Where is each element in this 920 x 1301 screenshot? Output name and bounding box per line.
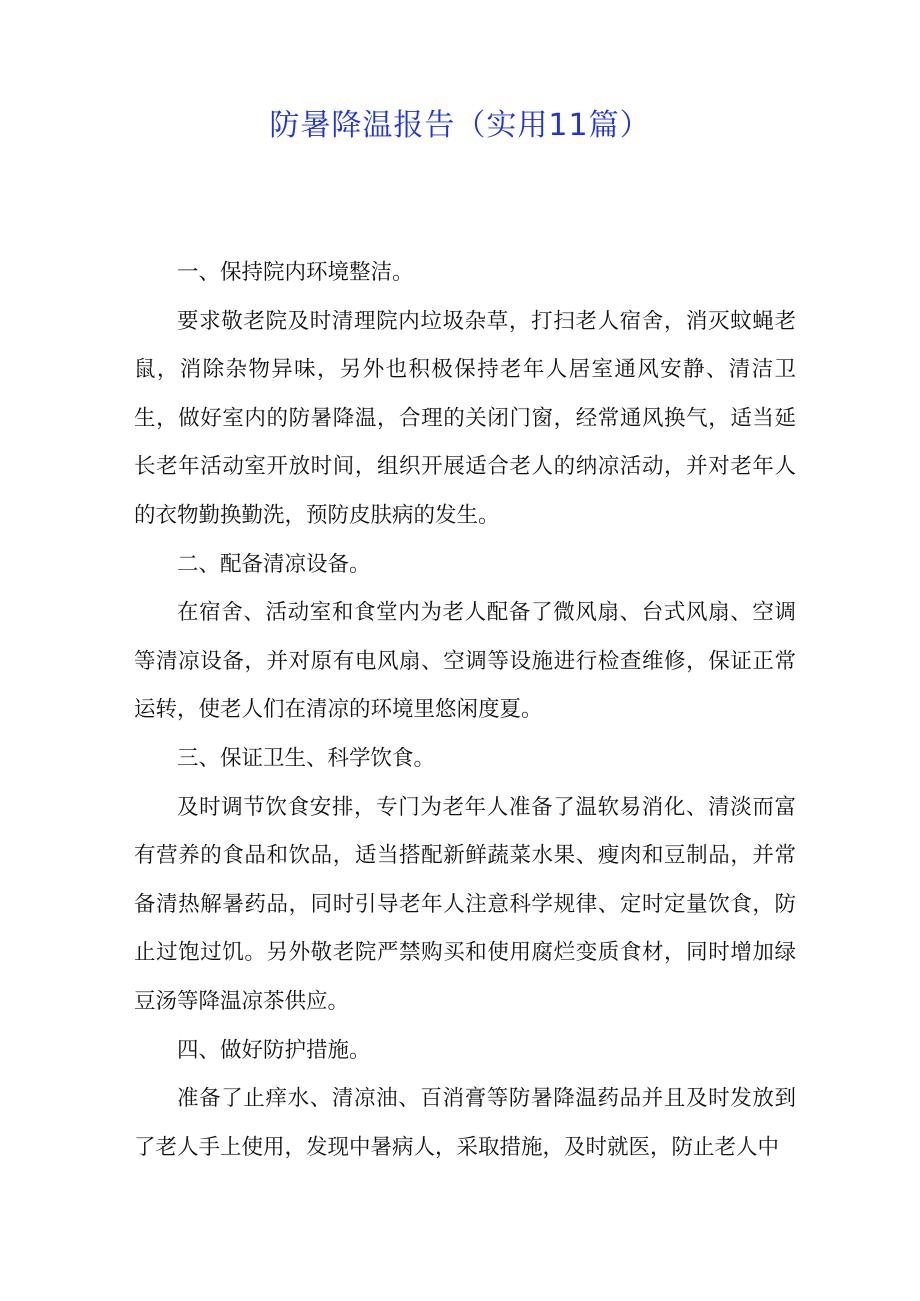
section-heading-2: 二、配备清凉设备。 (177, 551, 371, 577)
paragraph-1: 要求敬老院及时清理院内垃圾杂草，打扫老人宿舍，消灭蚊蝇老鼠，消除杂物异味，另外也积极保持老年人居室通风安静、清洁卫生，做好室内的防暑降温，合理的关闭门窗，经常通风换气，适当延长老年活动室开放时间，组织开展适合老人的纳凉活动，并对老年人的衣物勤换勤洗，预防皮肤病的发生。 (134, 308, 796, 528)
paragraph-4: 准备了止痒水、清凉油、百消膏等防暑降温药品并且及时发放到了老人手上使用，发现中暑病人，采取措施，及时就医，防止老人中 (134, 1086, 796, 1160)
section-heading-4: 四、做好防护措施。 (177, 1037, 371, 1063)
document-title: 防暑降温报告（实用11篇） (269, 108, 651, 143)
paragraph-3: 及时调节饮食安排，专门为老年人准备了温软易消化、清淡而富有营养的食品和饮品，适当搭配新鲜蔬菜水果、瘦肉和豆制品，并常备清热解暑药品，同时引导老年人注意科学规律、定时定量饮食，防止过饱过饥。另外敬老院严禁购买和使用腐烂变质食材，同时增加绿豆汤等降温凉茶供应。 (134, 794, 796, 1014)
section-heading-3: 三、保证卫生、科学饮食。 (177, 745, 436, 771)
document-body (134, 249, 796, 1172)
paragraph-2: 在宿舍、活动室和食堂内为老人配备了微风扇、台式风扇、空调等清凉设备，并对原有电风扇、空调等设施进行检查维修，保证正常运转，使老人们在清凉的环境里悠闲度夏。 (134, 600, 796, 723)
section-heading-1: 一、保持院内环境整洁。 (177, 260, 414, 285)
